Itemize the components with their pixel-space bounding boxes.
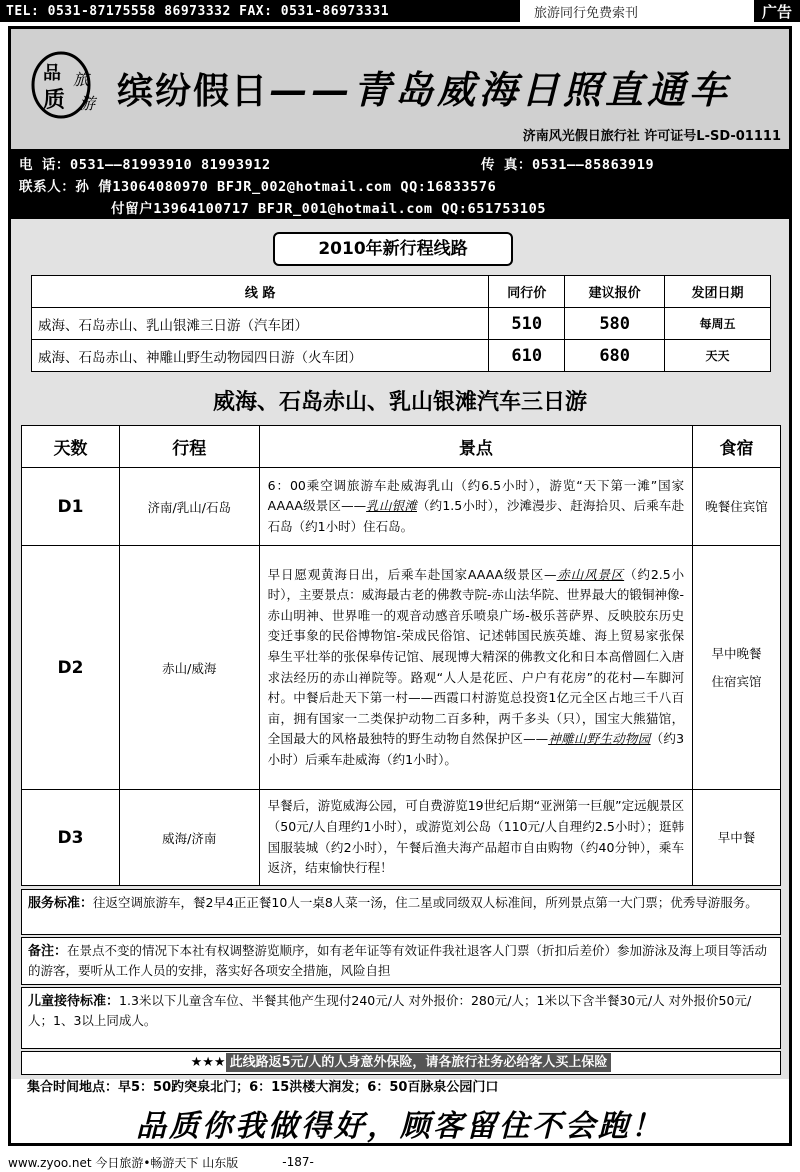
column-header: 行程 bbox=[119, 426, 259, 468]
column-header: 线 路 bbox=[32, 276, 489, 308]
note-text: 在景点不变的情况下本社有权调整游览顺序，如有老年证等有效证件我社退客人门票（折扣后差价）参加游泳及海上项目等活动的游客，要听从工作人员的安排，落实好各项安全措施，风险自担 bbox=[28, 943, 768, 978]
meal-cell: 早中餐 bbox=[693, 790, 781, 886]
star-icons: ★★★ bbox=[190, 1055, 226, 1070]
column-header: 景点 bbox=[259, 426, 692, 468]
scenic-spot-name: 神雕山野生动物园 bbox=[548, 731, 651, 747]
lodging-text: 住宿宾馆 bbox=[711, 673, 762, 689]
contact-box bbox=[11, 149, 789, 219]
meeting-points: 集合时间地点：早5：50趵突泉北门；6：15洪楼大润发；6：50百脉泉公园门口 bbox=[27, 1080, 499, 1095]
top-bar bbox=[0, 0, 800, 22]
description-text: 早日愿观黄海日出，后乘车赴国家AAAA级景区— bbox=[267, 566, 557, 582]
ad-label: 广告 bbox=[754, 0, 800, 22]
brand-name: 缤纷假日 bbox=[117, 70, 270, 112]
price-table bbox=[31, 275, 771, 372]
svg-text:质: 质 bbox=[43, 87, 66, 113]
route-cell: 威海、石岛赤山、乳山银滩三日游（汽车团） bbox=[32, 308, 489, 340]
note-text: 往返空调旅游车，餐2早4正正餐10人一桌8人菜一汤，住二星或同级双人标准间，所列景点第一大门票；优秀导游服务。 bbox=[93, 895, 758, 910]
ad-header bbox=[11, 29, 789, 149]
table-header-row bbox=[32, 276, 771, 308]
description-cell: 早餐后，游览威海公园，可自费游览19世纪后期“亚洲第一巨舰”定远舰景区（50元/人自理约1小时），或游览刘公岛（110元/人自理约2.5小时）；逛韩国服装城（约2小时），午餐后渔夫海产品超市自由购物（约40分钟），乘车返济，结束愉快行程！ bbox=[259, 790, 692, 886]
note-label: 服务标准： bbox=[28, 896, 94, 911]
table-header-row bbox=[22, 426, 781, 468]
advertisement bbox=[8, 26, 792, 1146]
svg-text:品: 品 bbox=[43, 63, 61, 84]
phone-line: 电 话：0531——81993910 81993912 bbox=[19, 157, 271, 173]
scenic-spot-name: 乳山银滩 bbox=[366, 498, 417, 514]
note-text: 1.3米以下儿童含车位、半餐其他产生现付240元/人 对外报价：280元/人；1米以下含半餐30元/人 对外报价50元/人；1、3以上同成人。 bbox=[28, 993, 752, 1028]
motto: 品质你我做得好，顾客留住不会跑！ bbox=[136, 1109, 664, 1144]
price-table-title: 2010年新行程线路 bbox=[273, 232, 513, 266]
meal-cell: 晚餐住宾馆 bbox=[693, 468, 781, 546]
column-header: 同行价 bbox=[489, 276, 565, 308]
magazine-contact: TEL: 0531-87175558 86973332 FAX: 0531-86973331 bbox=[0, 0, 520, 22]
table-row bbox=[32, 308, 771, 340]
agency-logo-icon bbox=[29, 49, 107, 121]
retail-price-cell: 680 bbox=[565, 340, 665, 372]
route-cell: 济南/乳山/石岛 bbox=[119, 468, 259, 546]
meal-cell bbox=[693, 546, 781, 790]
description-text: 6：00乘空调旅游车赴威海乳山（约6.5小时），游览“天下第一滩”国家AAAA级景区—— bbox=[267, 477, 685, 514]
agency-license: 济南风光假日旅行社 许可证号L-SD-01111 bbox=[522, 129, 781, 144]
column-header: 天数 bbox=[22, 426, 120, 468]
brand-route: ——青岛威海日照直通车 bbox=[269, 67, 732, 112]
day-cell: D3 bbox=[22, 790, 120, 886]
note-label: 儿童接待标准： bbox=[28, 994, 120, 1009]
brand-title bbox=[117, 59, 731, 114]
fax-line: 传 真：0531——85863919 bbox=[481, 157, 655, 173]
table-row bbox=[22, 790, 781, 886]
trade-price-cell: 610 bbox=[489, 340, 565, 372]
insurance-text: 此线路返5元/人的人身意外保险，请各旅行社务必给客人买上保险 bbox=[226, 1053, 612, 1072]
itinerary-title: 威海、石岛赤山、乳山银滩汽车三日游 bbox=[212, 389, 587, 415]
departure-cell: 天天 bbox=[665, 340, 771, 372]
footer-site: www.zyoo.net 今日旅游•畅游天下 山东版 bbox=[8, 1155, 239, 1170]
child-policy bbox=[21, 987, 781, 1049]
route-cell: 威海/济南 bbox=[119, 790, 259, 886]
trade-price-cell: 510 bbox=[489, 308, 565, 340]
description-cell bbox=[259, 468, 692, 546]
service-standard bbox=[21, 889, 781, 935]
column-header: 食宿 bbox=[693, 426, 781, 468]
description-text: （约2.5小时），主要景点：威海最古老的佛教寺院-赤山法华院、世界最大的锻铜神像-赤山明神、世界唯一的观音动感音乐喷泉广场-极乐菩萨界、反映胶东历史变迁事象的民俗博物馆-荣成民俗馆、记述韩国民族英雄、海上贸易家张保皋生平壮举的张保皋传记馆、展现博大精深的佛教文化和日本高僧圆仁入唐求法经历的赤山禅院等。路观“人人是花匠、户户有花房”的花村—车脚河村。中餐后赴天下第一村——西霞口村游览总投资1亿元全区占地三千八百亩，拥有国家一二类保护动物二百多种，两千多头（只），国宝大熊猫馆，全国最大的风格最独特的野生动物自然保护区—— bbox=[267, 566, 685, 747]
svg-text:游: 游 bbox=[79, 94, 96, 113]
page-number: -187- bbox=[282, 1155, 314, 1169]
table-row bbox=[22, 546, 781, 790]
route-cell: 威海、石岛赤山、神雕山野生动物园四日游（火车团） bbox=[32, 340, 489, 372]
route-cell: 赤山/威海 bbox=[119, 546, 259, 790]
svg-text:旅: 旅 bbox=[73, 70, 90, 89]
note-label: 备注： bbox=[28, 944, 68, 959]
itinerary-table bbox=[21, 425, 781, 886]
day-cell: D1 bbox=[22, 468, 120, 546]
departure-cell: 每周五 bbox=[665, 308, 771, 340]
remarks bbox=[21, 937, 781, 985]
magazine-slogan: 旅游同行免费索刊 bbox=[534, 5, 639, 21]
column-header: 建议报价 bbox=[565, 276, 665, 308]
description-cell bbox=[259, 546, 692, 790]
insurance-notice bbox=[21, 1051, 781, 1075]
description-text: （约1.5小时），沙滩漫步、赶海拾贝、后乘车赴石岛（约1小时）住石岛。 bbox=[267, 498, 685, 534]
column-header: 发团日期 bbox=[665, 276, 771, 308]
retail-price-cell: 580 bbox=[565, 308, 665, 340]
day-cell: D2 bbox=[22, 546, 120, 790]
description-text: （约3小时）后乘车赴威海（约1小时）。 bbox=[267, 731, 685, 767]
contact-person-1: 联系人：孙 倩13064080970 BFJR_002@hotmail.com QQ:16833576 bbox=[19, 179, 497, 195]
page-footer bbox=[0, 1152, 800, 1172]
meal-text: 早中晚餐 bbox=[711, 645, 762, 661]
table-row bbox=[22, 468, 781, 546]
table-row bbox=[32, 340, 771, 372]
scenic-spot-name: 赤山风景区 bbox=[556, 566, 625, 582]
contact-person-2: 付留户13964100717 BFJR_001@hotmail.com QQ:651753105 bbox=[111, 201, 547, 217]
